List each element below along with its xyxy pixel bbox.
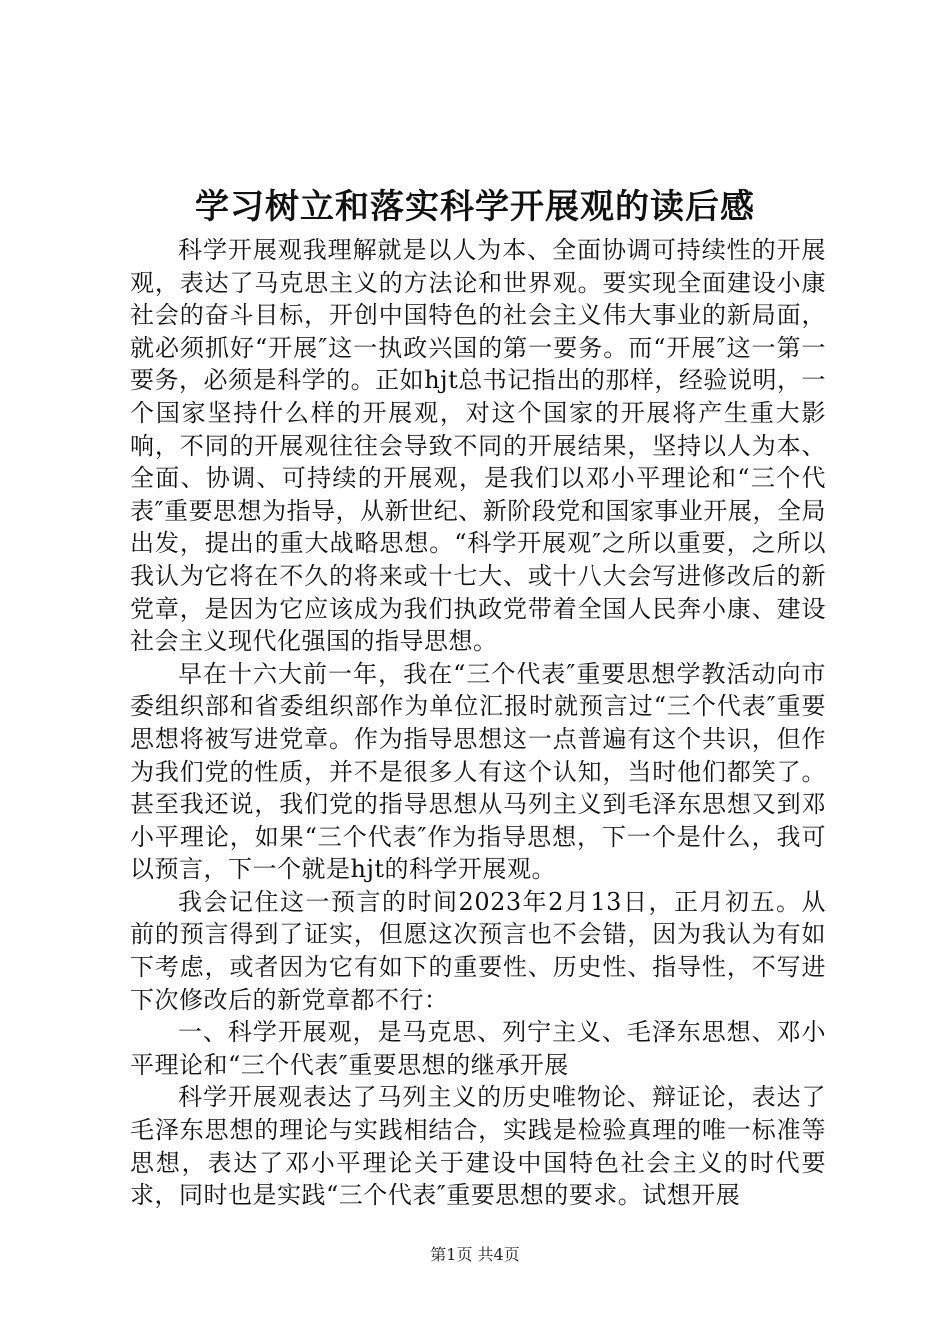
paragraph-2: 早在十六大前一年，我在“三个代表″重要思想学教活动向市委组织部和省委组织部作为单位汇报时就预言过“三个代表″重要思想将被写进党章。作为指导思想这一点普遍有这个共识，但作为我们党的性质，并不是很多人有这个认知，当时他们都笑了。甚至我还说，我们党的指导思想从马列主义到毛泽东思想又到邓小平理论，如果“三个代表″作为指导思想，下一个是什么，我可以预言，下一个就是hjt的科学开展观。 [130,659,826,884]
paragraph-1: 科学开展观我理解就是以人为本、全面协调可持续性的开展观，表达了马克思主义的方法论和世界观。要实现全面建设小康社会的奋斗目标，开创中国特色的社会主义伟大事业的新局面，就必须抓好“开展″这一执政兴国的第一要务。而“开展″这一第一要务，必须是科学的。正如hjt总书记指出的那样，经验说明，一个国家坚持什么样的开展观，对这个国家的开展将产生重大影响，不同的开展观往往会导致不同的开展结果，坚持以人为本、全面、协调、可持续的开展观，是我们以邓小平理论和“三个代表″重要思想为指导，从新世纪、新阶段党和国家事业开展，全局出发，提出的重大战略思想。“科学开展观″之所以重要，之所以我认为它将在不久的将来或十七大、或十八大会写进修改后的新党章，是因为它应该成为我们执政党带着全国人民奔小康、建设社会主义现代化强国的指导思想。 [130,236,826,656]
page-number-footer: 第1页 共4页 [430,1245,520,1264]
paragraph-4: 一、科学开展观，是马克思、列宁主义、毛泽东思想、邓小平理论和“三个代表″重要思想的继承开展 [130,1018,826,1079]
document-body [130,234,826,1212]
paragraph-3: 我会记住这一预言的时间2023年2月13日，正月初五。从前的预言得到了证实，但愿这次预言也不会错，因为我认为有如下考虑，或者因为它有如下的重要性、历史性、指导性，不写进下次修改后的新党章都不行： [130,887,826,1014]
document-title: 学习树立和落实科学开展观的读后感 [195,187,755,227]
paragraph-5: 科学开展观表达了马列主义的历史唯物论、辩证论，表达了毛泽东思想的理论与实践相结合，实践是检验真理的唯一标准等思想，表达了邓小平理论关于建设中国特色社会主义的时代要求，同时也是实践“三个代表″重要思想的要求。试想开展 [130,1083,826,1210]
